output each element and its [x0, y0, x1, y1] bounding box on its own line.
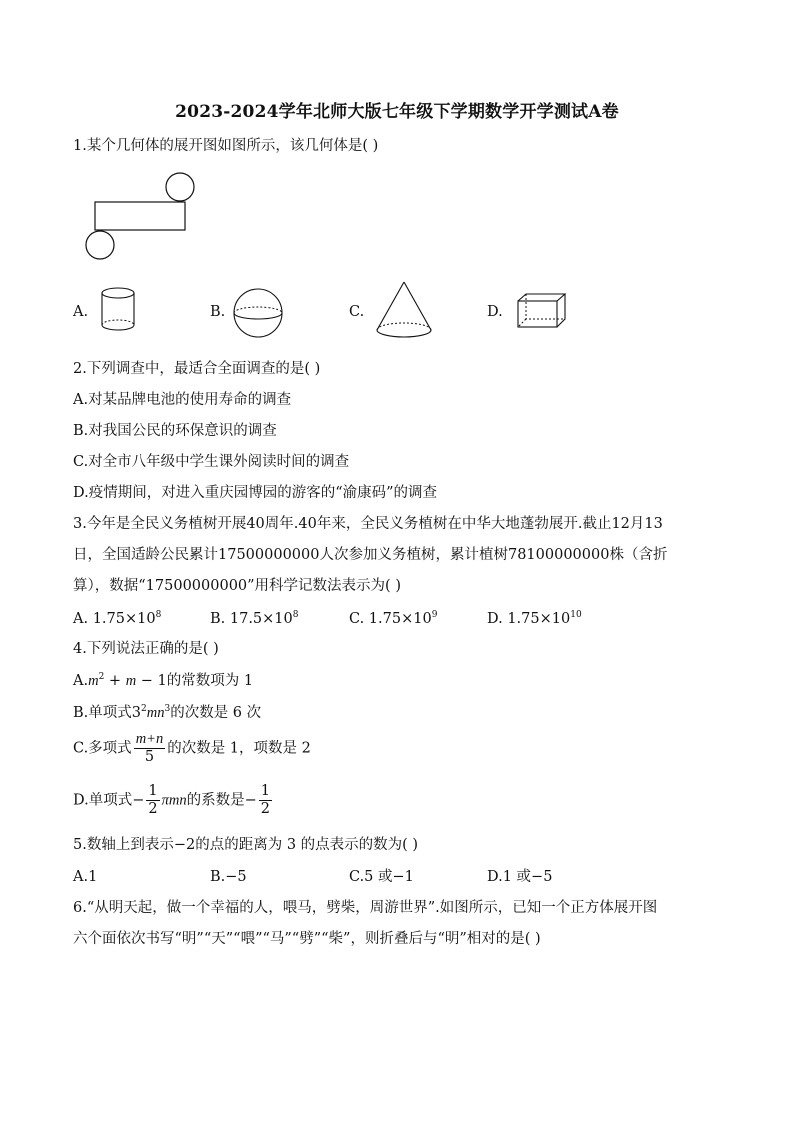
q2-option-c: C.对全市八年级中学生课外阅读时间的调查	[73, 454, 350, 470]
q1-option-c-label: C.	[349, 304, 365, 320]
q3-line-3: 算），数据“17500000000”用科学记数法表示为( )	[73, 578, 401, 594]
q2-option-a: A.对某品牌电池的使用寿命的调查	[73, 392, 292, 408]
q3-option-d: D. $1.75\times 10^{10}$	[487, 610, 582, 627]
q4-option-d: D.单项式− $\frac{1}{2}$ πmn的系数是− $\frac{1}{2}$	[73, 783, 270, 817]
q1-option-a-label: A.	[73, 304, 89, 320]
q5-option-c: C.5 或−1	[349, 869, 414, 885]
q3-option-a: A. $1.75\times 10^8$	[73, 610, 162, 627]
q5-option-a: A.1	[73, 869, 98, 885]
q5-option-d: D.1 或−5	[487, 869, 553, 885]
q6-line-1: 6.“从明天起，做一个幸福的人，喂马，劈柴，周游世界”.如图所示，已知一个正方体展开图	[73, 900, 658, 916]
q1-option-b-label: B.	[210, 304, 226, 320]
q4-option-a: $A.m^2 + m - 1$的常数项为 1	[73, 672, 254, 689]
q1-stem: 1.某个几何体的展开图如图所示，该几何体是( )	[73, 138, 379, 154]
q6-line-2: 六个面依次书写“明”“天”“喂”“马”“劈”“柴”，则折叠后与“明”相对的是( )	[73, 931, 541, 947]
net-figure	[80, 170, 210, 265]
q2-stem: 2.下列调查中，最适合全面调查的是( )	[73, 361, 321, 377]
q2-option-b: B.对我国公民的环保意识的调查	[73, 423, 277, 439]
q2-option-d: D.疫情期间，对进入重庆园博园的游客的“渝康码”的调查	[73, 485, 438, 501]
q3-line-2: 日，全国适龄公民累计17500000000人次参加义务植树，累计植树78100000000株（含折	[73, 547, 668, 563]
q4-stem: 4.下列说法正确的是( )	[73, 641, 219, 657]
q5-stem: 5.数轴上到表示−2的点的距离为 3 的点表示的数为( )	[73, 837, 419, 853]
cuboid-icon	[515, 292, 570, 332]
q3-option-c: C. $1.75\times 10^9$	[349, 610, 438, 627]
q3-line-1: 3.今年是全民义务植树开展40周年.40年来，全民义务植树在中华大地蓬勃展开.截止12月13	[73, 516, 663, 532]
q4-option-c: C.多项式 $\frac{m+n}{5}$ 的次数是 1，项数是 2	[73, 731, 311, 765]
cone-icon	[374, 280, 436, 342]
fraction: $\frac{m+n}{5}$	[135, 731, 164, 765]
q3-option-b: B. $17.5\times 10^8$	[210, 610, 299, 627]
fraction: $\frac{1}{2}$	[148, 783, 158, 817]
fraction: $\frac{1}{2}$	[260, 783, 270, 817]
sphere-icon	[230, 288, 290, 340]
q5-option-b: B.−5	[210, 869, 247, 885]
q4-option-b: B.单项式$3^2mn^3$的次数是 6 次	[73, 704, 262, 721]
q1-option-d-label: D.	[487, 304, 503, 320]
cylinder-icon	[98, 285, 138, 335]
page-title: 2023-2024学年北师大版七年级下学期数学开学测试A卷	[175, 102, 619, 122]
